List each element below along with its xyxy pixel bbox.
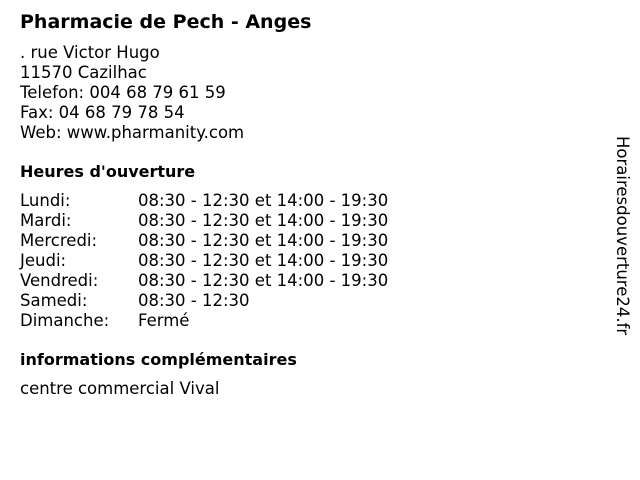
hours-row-monday [20,191,600,211]
day-label: Vendredi: [20,271,99,290]
hours-row-sunday [20,311,600,331]
time-range: 08:30 - 12:30 et 14:00 - 19:30 [138,191,389,210]
additional-info-heading: informations complémentaires [20,350,297,369]
time-range: 08:30 - 12:30 et 14:00 - 19:30 [138,251,389,270]
time-range: 08:30 - 12:30 [138,291,250,310]
hours-row-thursday [20,251,600,271]
additional-info-text: centre commercial Vival [20,379,220,398]
day-label: Dimanche: [20,311,110,330]
time-range: 08:30 - 12:30 et 14:00 - 19:30 [138,271,389,290]
day-label: Jeudi: [20,251,67,270]
opening-hours-heading: Heures d'ouverture [20,162,196,181]
phone-number: Telefon: 004 68 79 61 59 [20,83,226,102]
hours-row-saturday [20,291,600,311]
brand-watermark: Horairesdouverture24.fr [613,136,632,336]
day-label: Mercredi: [20,231,98,250]
pharmacy-card [20,10,600,399]
time-range: Fermé [138,311,190,330]
day-label: Samedi: [20,291,88,310]
hours-row-tuesday [20,211,600,231]
hours-row-friday [20,271,600,291]
website: Web: www.pharmanity.com [20,123,245,142]
hours-row-wednesday [20,231,600,251]
time-range: 08:30 - 12:30 et 14:00 - 19:30 [138,231,389,250]
address-block [20,43,600,143]
time-range: 08:30 - 12:30 et 14:00 - 19:30 [138,211,389,230]
fax-number: Fax: 04 68 79 78 54 [20,103,185,122]
day-label: Lundi: [20,191,71,210]
street-address: . rue Victor Hugo [20,43,160,62]
city-postcode: 11570 Cazilhac [20,63,147,82]
day-label: Mardi: [20,211,72,230]
pharmacy-name: Pharmacie de Pech - Anges [20,11,312,33]
opening-hours-table [20,191,600,331]
